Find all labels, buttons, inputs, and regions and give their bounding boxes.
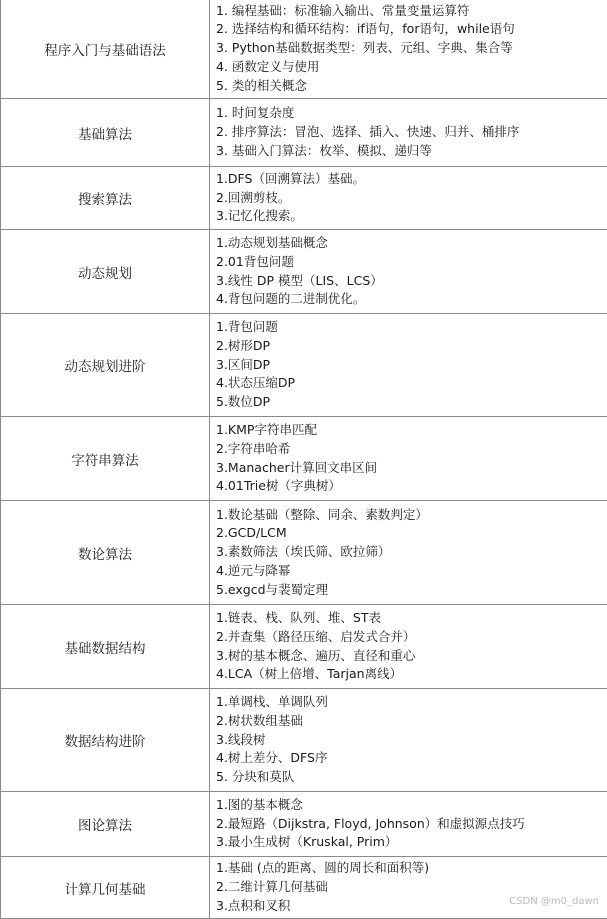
list-item: 3.Manacher计算回文串区间 bbox=[216, 459, 607, 478]
list-item: 5. 类的相关概念 bbox=[216, 77, 607, 96]
list-item: 3.区间DP bbox=[216, 356, 607, 375]
list-item: 4.LCA（树上倍增、Tarjan离线） bbox=[216, 665, 607, 684]
list-item: 2.回溯剪枝。 bbox=[216, 189, 607, 208]
curriculum-table-body bbox=[1, 0, 607, 919]
csdn-watermark: CSDN @m0_dawn bbox=[509, 896, 599, 907]
table-row bbox=[1, 167, 607, 230]
list-item: 2.字符串哈希 bbox=[216, 440, 607, 459]
list-item: 2.二维计算几何基础 bbox=[216, 878, 607, 897]
items-cell bbox=[210, 857, 607, 919]
table-row bbox=[1, 605, 607, 689]
list-item: 2.01背包问题 bbox=[216, 253, 607, 272]
list-item: 5.exgcd与裴蜀定理 bbox=[216, 581, 607, 600]
list-item: 3.最小生成树（Kruskal, Prim） bbox=[216, 833, 607, 852]
list-item: 1.DFS（回溯算法）基础。 bbox=[216, 170, 607, 189]
list-item: 1.单调栈、单调队列 bbox=[216, 693, 607, 712]
topic-cell: 程序入门与基础语法 bbox=[1, 0, 210, 99]
topic-cell: 动态规划进阶 bbox=[1, 314, 210, 417]
list-item: 1. 时间复杂度 bbox=[216, 104, 607, 123]
table-row bbox=[1, 792, 607, 857]
list-item: 3.树的基本概念、遍历、直径和重心 bbox=[216, 647, 607, 666]
items-cell bbox=[210, 99, 607, 167]
list-item: 2. 选择结构和循环结构：if语句，for语句，while语句 bbox=[216, 20, 607, 39]
list-item: 1.图的基本概念 bbox=[216, 796, 607, 815]
list-item: 3.线段树 bbox=[216, 731, 607, 750]
items-cell bbox=[210, 605, 607, 689]
table-row bbox=[1, 230, 607, 314]
topic-cell: 搜索算法 bbox=[1, 167, 210, 230]
items-cell bbox=[210, 230, 607, 314]
items-cell bbox=[210, 0, 607, 99]
list-item: 1.链表、栈、队列、堆、ST表 bbox=[216, 609, 607, 628]
list-item: 2.GCD/LCM bbox=[216, 524, 607, 543]
list-item: 4.背包问题的二进制优化。 bbox=[216, 290, 607, 309]
list-item: 1.基础 (点的距离、圆的周长和面积等) bbox=[216, 859, 607, 878]
items-cell bbox=[210, 314, 607, 417]
items-cell bbox=[210, 689, 607, 792]
list-item: 2.树形DP bbox=[216, 337, 607, 356]
list-item: 1.动态规划基础概念 bbox=[216, 234, 607, 253]
table-row bbox=[1, 417, 607, 501]
table-row bbox=[1, 501, 607, 605]
list-item: 1.KMP字符串匹配 bbox=[216, 421, 607, 440]
topic-cell: 数据结构进阶 bbox=[1, 689, 210, 792]
list-item: 2. 排序算法：冒泡、选择、插入、快速、归并、桶排序 bbox=[216, 123, 607, 142]
table-row bbox=[1, 314, 607, 417]
list-item: 3.线性 DP 模型（LIS、LCS） bbox=[216, 272, 607, 291]
table-row bbox=[1, 857, 607, 919]
topic-cell: 字符串算法 bbox=[1, 417, 210, 501]
list-item: 2.树状数组基础 bbox=[216, 712, 607, 731]
table-row bbox=[1, 689, 607, 792]
topic-cell: 动态规划 bbox=[1, 230, 210, 314]
list-item: 4.树上差分、DFS序 bbox=[216, 749, 607, 768]
list-item: 3.素数筛法（埃氏筛、欧拉筛） bbox=[216, 543, 607, 562]
table-row bbox=[1, 0, 607, 99]
list-item: 3. 基础入门算法：枚举、模拟、递归等 bbox=[216, 142, 607, 161]
list-item: 2.并查集（路径压缩、启发式合并） bbox=[216, 628, 607, 647]
list-item: 5. 分块和莫队 bbox=[216, 768, 607, 787]
list-item: 4.01Trie树（字典树） bbox=[216, 477, 607, 496]
items-cell bbox=[210, 501, 607, 605]
list-item: 3.点积和叉积 bbox=[216, 897, 607, 916]
items-cell bbox=[210, 167, 607, 230]
list-item: 4.状态压缩DP bbox=[216, 374, 607, 393]
list-item: 1.背包问题 bbox=[216, 318, 607, 337]
topic-cell: 数论算法 bbox=[1, 501, 210, 605]
topic-cell: 基础数据结构 bbox=[1, 605, 210, 689]
items-cell bbox=[210, 417, 607, 501]
items-cell bbox=[210, 792, 607, 857]
topic-cell: 基础算法 bbox=[1, 99, 210, 167]
list-item: 1.数论基础（整除、同余、素数判定） bbox=[216, 506, 607, 525]
list-item: 4. 函数定义与使用 bbox=[216, 58, 607, 77]
list-item: 3. Python基础数据类型：列表、元组、字典、集合等 bbox=[216, 39, 607, 58]
list-item: 5.数位DP bbox=[216, 393, 607, 412]
table-row bbox=[1, 99, 607, 167]
list-item: 3.记忆化搜索。 bbox=[216, 207, 607, 226]
topic-cell: 图论算法 bbox=[1, 792, 210, 857]
list-item: 4.逆元与降幂 bbox=[216, 562, 607, 581]
list-item: 1. 编程基础：标准输入输出、常量变量运算符 bbox=[216, 2, 607, 21]
list-item: 2.最短路（Dijkstra, Floyd, Johnson）和虚拟源点技巧 bbox=[216, 815, 607, 834]
topic-cell: 计算几何基础 bbox=[1, 857, 210, 919]
